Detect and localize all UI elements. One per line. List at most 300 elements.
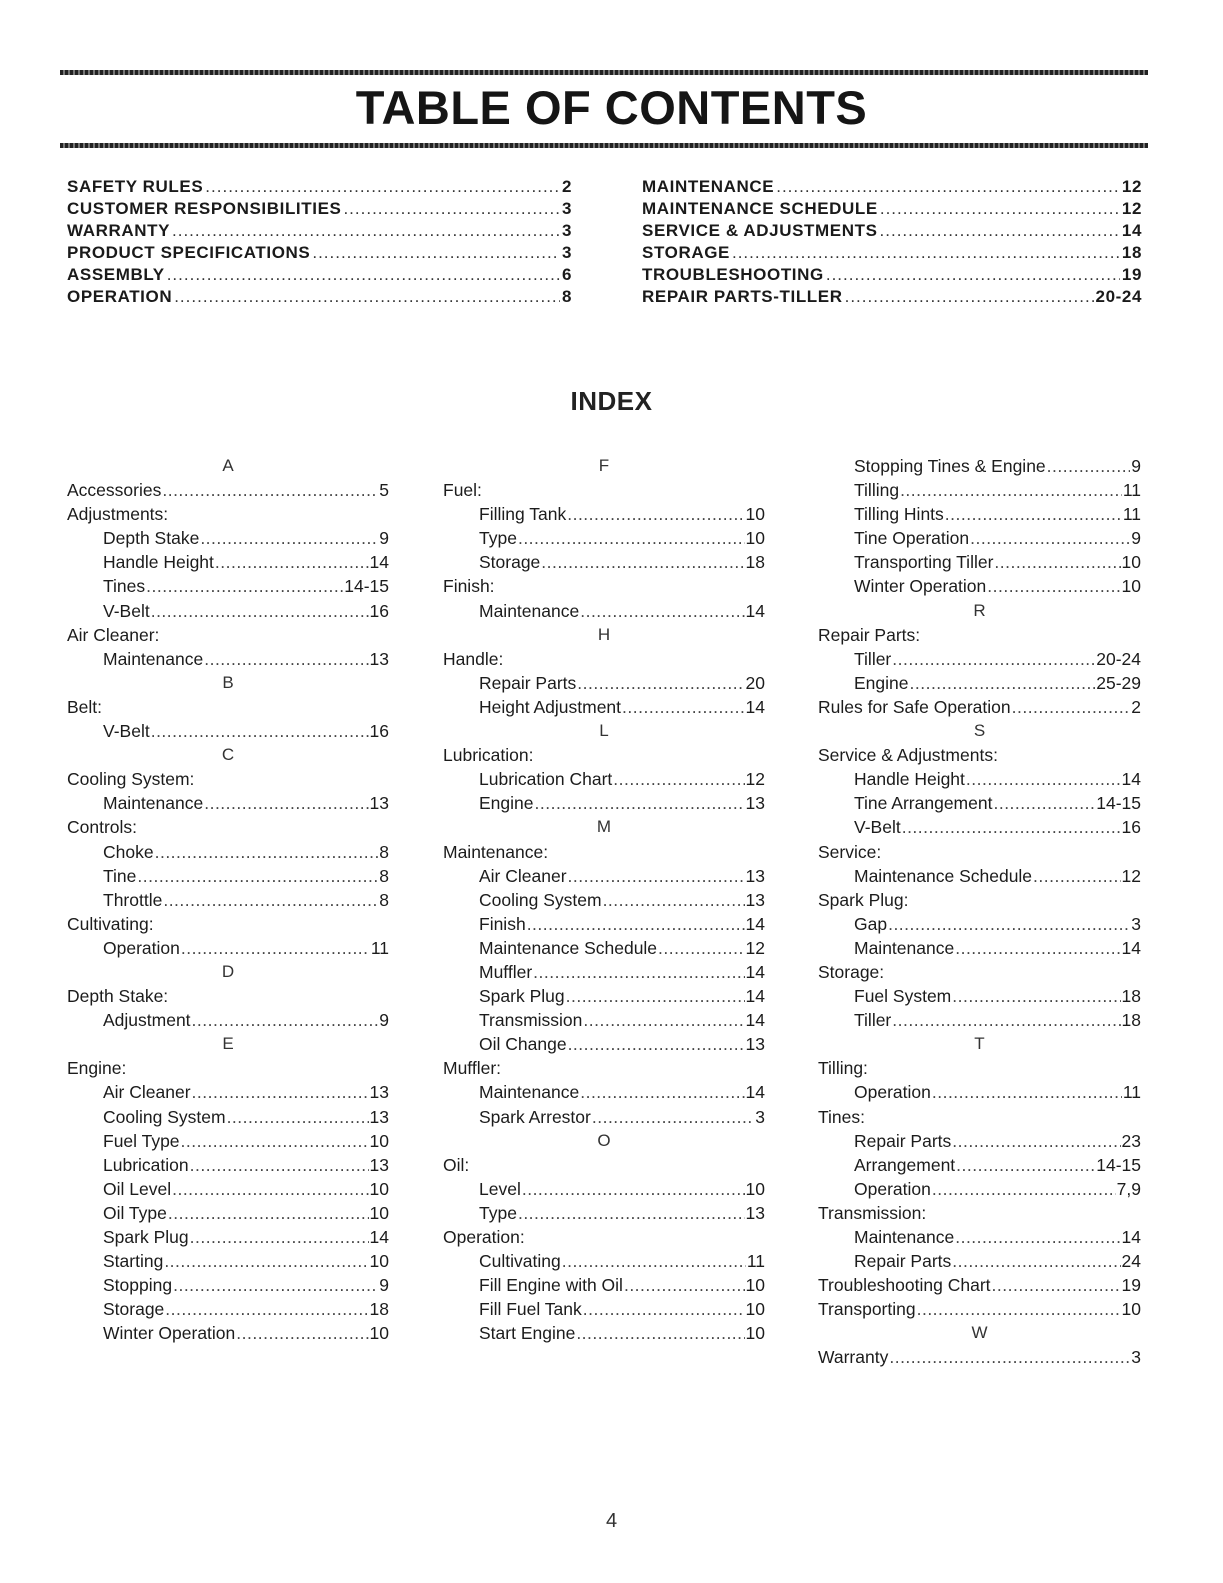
- entry-page: 3: [755, 1106, 765, 1127]
- entry-label: REPAIR PARTS-TILLER: [642, 287, 843, 306]
- index-group-heading: Air Cleaner:: [67, 624, 160, 645]
- entry-label: Tines: [103, 576, 146, 597]
- dot-leader: [592, 1105, 754, 1129]
- entry-page: 23: [1121, 1130, 1141, 1151]
- index-subentry: [443, 550, 765, 574]
- index-group-heading: Belt:: [67, 696, 103, 717]
- index-subentry: [67, 1129, 389, 1153]
- index-group-heading: Handle:: [443, 648, 504, 669]
- entry-label: Winter Operation: [103, 1323, 236, 1344]
- dot-leader: [172, 220, 560, 242]
- entry-page: 11: [1122, 504, 1141, 525]
- entry-label: Repair Parts: [854, 1130, 952, 1151]
- dot-leader: [227, 1105, 369, 1129]
- entry-page: 8: [379, 865, 389, 886]
- index-subentry: [443, 1249, 765, 1273]
- toc-entry: [642, 198, 1142, 220]
- entry-page: 14: [1121, 1227, 1141, 1247]
- entry-label: Gap: [854, 913, 888, 934]
- toc-entry: [642, 242, 1142, 264]
- dot-leader: [952, 984, 1120, 1008]
- index-subentry: [67, 1153, 389, 1177]
- index-group-heading: Maintenance:: [443, 841, 549, 862]
- entry-page: 16: [369, 721, 389, 742]
- index-entry: [67, 478, 389, 502]
- entry-label: Transporting: [818, 1299, 916, 1320]
- toc-entry: [642, 220, 1142, 242]
- entry-label: Tilling: [854, 480, 900, 501]
- index-subentry: [443, 1321, 765, 1345]
- entry-page: 14-15: [1096, 1154, 1141, 1175]
- entry-page: 8: [379, 889, 389, 910]
- index-letter-heading: D: [221, 961, 235, 981]
- entry-label: Finish: [479, 913, 526, 934]
- entry-page: 14: [1121, 221, 1142, 240]
- toc-entry: [642, 264, 1142, 286]
- entry-page: 13: [369, 1082, 389, 1103]
- entry-label: Tiller: [854, 648, 892, 669]
- index-group-heading: Service:: [818, 841, 882, 862]
- entry-page: 13: [369, 1106, 389, 1127]
- index-subentry: [443, 526, 765, 550]
- entry-page: 3: [561, 243, 572, 262]
- entry-label: Maintenance: [479, 1082, 580, 1103]
- index-entry: [818, 1297, 1141, 1321]
- entry-page: 20: [745, 672, 765, 693]
- entry-label: Spark Arrestor: [479, 1106, 591, 1127]
- index-subentry: [67, 1008, 389, 1032]
- entry-page: 12: [745, 937, 765, 958]
- toc-entry: [67, 286, 572, 308]
- entry-page: 11: [370, 937, 389, 958]
- dot-leader: [889, 1345, 1130, 1369]
- index-subentry: [818, 815, 1141, 839]
- entry-page: 14: [745, 986, 765, 1007]
- entry-label: Maintenance: [854, 1227, 955, 1247]
- dot-leader: [568, 864, 745, 888]
- dot-leader: [580, 599, 744, 623]
- index-subentry: [818, 936, 1141, 960]
- index-subentry: [443, 864, 765, 888]
- index-letter-heading: W: [971, 1323, 988, 1343]
- dot-leader: [562, 1249, 746, 1273]
- index-title: INDEX: [570, 386, 653, 416]
- index-subentry: [67, 526, 389, 550]
- entry-label: Handle Height: [854, 769, 965, 790]
- index-subentry: [443, 960, 765, 984]
- dot-leader: [146, 574, 343, 598]
- entry-page: 7,9: [1116, 1178, 1141, 1199]
- index-subentry: [67, 1177, 389, 1201]
- index-subentry: [818, 1080, 1141, 1104]
- index-entry: [818, 1345, 1141, 1369]
- index-column-3: [818, 454, 1141, 1370]
- entry-page: 10: [369, 1323, 389, 1344]
- entry-label: V-Belt: [854, 817, 901, 838]
- index-subentry: [818, 574, 1141, 598]
- entry-label: Accessories: [67, 480, 162, 501]
- index-subentry: [67, 719, 389, 743]
- entry-page: 18: [1121, 243, 1142, 262]
- dot-leader: [190, 1225, 369, 1249]
- entry-label: Fuel System: [854, 986, 952, 1007]
- dot-leader: [993, 791, 1095, 815]
- index-letter-heading: A: [222, 456, 234, 475]
- entry-page: 14: [745, 600, 765, 621]
- index-subentry: [67, 647, 389, 671]
- entry-page: 3: [561, 199, 572, 218]
- entry-page: 14: [745, 961, 765, 982]
- index-subentry: [443, 1177, 765, 1201]
- dot-leader: [583, 1008, 744, 1032]
- entry-page: 14: [745, 1010, 765, 1031]
- index-subentry: [67, 1225, 389, 1249]
- entry-page: 25-29: [1096, 672, 1141, 693]
- entry-page: 24: [1121, 1251, 1141, 1272]
- entry-page: 14: [1121, 937, 1141, 958]
- entry-page: 18: [369, 1299, 389, 1320]
- index-letter-heading: B: [222, 672, 234, 692]
- entry-page: 9: [379, 528, 389, 549]
- index-group-heading: Fuel:: [443, 480, 482, 501]
- entry-page: 12: [1121, 199, 1142, 218]
- dot-leader: [580, 1080, 744, 1104]
- index-group-heading: Oil:: [443, 1154, 470, 1175]
- dot-leader: [1047, 454, 1131, 478]
- dot-leader: [917, 1297, 1121, 1321]
- index-subentry: [818, 1153, 1141, 1177]
- dot-leader: [205, 176, 560, 198]
- index-subentry: [443, 1297, 765, 1321]
- entry-label: Storage: [103, 1299, 165, 1320]
- entry-label: Transmission: [479, 1010, 583, 1031]
- entry-page: 14: [745, 913, 765, 934]
- entry-label: Maintenance Schedule: [479, 937, 658, 958]
- index-subentry: [67, 599, 389, 623]
- entry-label: Tine Arrangement: [854, 793, 993, 814]
- toc-entry: [67, 242, 572, 264]
- toc-entry: [67, 264, 572, 286]
- index-entry: [818, 1273, 1141, 1297]
- entry-label: Adjustment: [103, 1010, 191, 1031]
- entry-label: Lubrication Chart: [479, 769, 613, 790]
- dot-leader: [732, 242, 1120, 264]
- dot-leader: [181, 1129, 369, 1153]
- entry-label: Maintenance: [479, 600, 580, 621]
- entry-page: 14-15: [344, 576, 389, 597]
- toc-entry: [642, 286, 1142, 308]
- dot-leader: [952, 1129, 1120, 1153]
- index-subentry: [818, 502, 1141, 526]
- index-subentry: [443, 1032, 765, 1056]
- dot-leader: [952, 1249, 1120, 1273]
- entry-page: 13: [745, 1034, 765, 1055]
- index-letter-heading: O: [597, 1130, 611, 1150]
- entry-page: 11: [746, 1251, 765, 1272]
- entry-page: 14: [369, 1227, 389, 1247]
- entry-page: 10: [745, 504, 765, 525]
- entry-label: Spark Plug: [479, 986, 565, 1007]
- index-group-heading: Cooling System:: [67, 769, 195, 790]
- entry-label: Tine Operation: [854, 528, 970, 549]
- index-subentry: [818, 791, 1141, 815]
- dot-leader: [168, 1201, 369, 1225]
- index-subentry: [67, 1080, 389, 1104]
- index-subentry: [67, 1105, 389, 1129]
- index-subentry: [443, 502, 765, 526]
- dot-leader: [190, 1153, 369, 1177]
- index-letter-heading: H: [597, 624, 611, 644]
- index-group-heading: Finish:: [443, 576, 495, 597]
- entry-page: 20-24: [1095, 287, 1142, 306]
- entry-label: Repair Parts: [479, 672, 577, 693]
- dot-leader: [204, 791, 368, 815]
- entry-page: 14: [369, 552, 389, 573]
- dot-leader: [567, 502, 744, 526]
- dot-leader: [535, 791, 745, 815]
- index-subentry: [818, 767, 1141, 791]
- entry-label: Fill Engine with Oil: [479, 1275, 623, 1296]
- index-group-heading: Operation:: [443, 1227, 525, 1247]
- dot-leader: [167, 264, 560, 286]
- entry-label: Operation: [854, 1082, 931, 1103]
- entry-label: Transporting Tiller: [854, 552, 994, 573]
- entry-label: Type: [479, 1202, 517, 1223]
- entry-page: 16: [1121, 817, 1141, 838]
- entry-label: Repair Parts: [854, 1251, 952, 1272]
- entry-page: 3: [561, 221, 572, 240]
- entry-label: Engine: [854, 672, 909, 693]
- entry-label: Maintenance: [854, 937, 955, 958]
- dot-leader: [622, 695, 745, 719]
- entry-page: 13: [369, 1154, 389, 1175]
- index-subentry: [67, 864, 389, 888]
- entry-label: V-Belt: [103, 600, 150, 621]
- dot-leader: [826, 264, 1120, 286]
- index-subentry: [67, 1321, 389, 1345]
- entry-label: Arrangement: [854, 1154, 956, 1175]
- entry-label: OPERATION: [67, 287, 173, 306]
- dot-leader: [892, 647, 1095, 671]
- entry-page: 19: [1121, 1275, 1141, 1296]
- dot-leader: [165, 1297, 368, 1321]
- index-subentry: [818, 526, 1141, 550]
- dot-leader: [966, 767, 1121, 791]
- entry-label: Cultivating: [479, 1251, 561, 1272]
- entry-label: STORAGE: [642, 243, 730, 262]
- dot-leader: [164, 1249, 368, 1273]
- entry-label: Oil Level: [103, 1178, 172, 1199]
- entry-page: 13: [369, 648, 389, 669]
- entry-label: Cooling System: [103, 1106, 226, 1127]
- dot-leader: [880, 220, 1120, 242]
- entry-label: Oil Change: [479, 1034, 567, 1055]
- index-group-heading: Engine:: [67, 1058, 127, 1079]
- dot-leader: [776, 176, 1120, 198]
- entry-label: Filling Tank: [479, 504, 567, 525]
- index-subentry: [443, 1080, 765, 1104]
- entry-label: Handle Height: [103, 552, 214, 573]
- index-group-heading: Cultivating:: [67, 913, 154, 934]
- index-group-heading: Lubrication:: [443, 745, 534, 766]
- entry-label: Air Cleaner: [103, 1082, 191, 1103]
- entry-label: Stopping Tines & Engine: [854, 456, 1046, 476]
- index-subentry: [443, 912, 765, 936]
- entry-label: SAFETY RULES: [67, 177, 204, 196]
- entry-page: 18: [1121, 1010, 1141, 1031]
- entry-page: 14: [745, 1082, 765, 1103]
- entry-page: 5: [379, 480, 389, 501]
- dot-leader: [583, 1297, 745, 1321]
- dot-leader: [603, 888, 745, 912]
- entry-label: Winter Operation: [854, 576, 987, 597]
- entry-label: Level: [479, 1178, 521, 1199]
- index-column-1: [67, 454, 389, 1345]
- entry-label: WARRANTY: [67, 221, 171, 240]
- entry-label: SERVICE & ADJUSTMENTS: [642, 221, 878, 240]
- dot-leader: [533, 960, 744, 984]
- index-group-heading: Tines:: [818, 1106, 866, 1127]
- entry-label: PRODUCT SPECIFICATIONS: [67, 243, 311, 262]
- dot-leader: [992, 1273, 1121, 1297]
- entry-label: Engine: [479, 793, 534, 814]
- entry-label: Spark Plug: [103, 1227, 189, 1247]
- entry-label: MAINTENANCE: [642, 177, 775, 196]
- index-subentry: [67, 1249, 389, 1273]
- dot-leader: [527, 912, 745, 936]
- dot-leader: [343, 198, 559, 220]
- dot-leader: [172, 1177, 368, 1201]
- toc-entry: [67, 198, 572, 220]
- index-subentry: [67, 1297, 389, 1321]
- dot-leader: [566, 984, 745, 1008]
- index-letter-heading: L: [599, 721, 609, 741]
- dot-leader: [204, 647, 368, 671]
- entry-page: 8: [379, 841, 389, 862]
- entry-label: Cooling System: [479, 889, 602, 910]
- dot-leader: [151, 719, 369, 743]
- dot-leader: [900, 478, 1122, 502]
- entry-page: 19: [1121, 265, 1142, 284]
- dot-leader: [888, 912, 1130, 936]
- entry-label: Rules for Safe Operation: [818, 696, 1011, 717]
- entry-label: Throttle: [103, 889, 163, 910]
- entry-page: 10: [745, 1178, 765, 1199]
- dot-leader: [163, 888, 378, 912]
- entry-label: Maintenance: [103, 648, 204, 669]
- index-subentry: [443, 599, 765, 623]
- entry-label: Fuel Type: [103, 1130, 180, 1151]
- entry-page: 10: [745, 1299, 765, 1320]
- entry-page: 3: [1131, 913, 1141, 934]
- top-rule: [60, 70, 1148, 75]
- index-group-heading: Spark Plug:: [818, 889, 909, 910]
- entry-label: Fill Fuel Tank: [479, 1299, 582, 1320]
- entry-label: Start Engine: [479, 1323, 576, 1344]
- toc-entry: [67, 220, 572, 242]
- dot-leader: [518, 1201, 745, 1225]
- entry-label: Warranty: [818, 1347, 889, 1368]
- entry-label: Maintenance: [103, 793, 204, 814]
- entry-page: 9: [1131, 456, 1141, 476]
- dot-leader: [1033, 864, 1120, 888]
- index-subentry: [67, 550, 389, 574]
- dot-leader: [236, 1321, 368, 1345]
- index-group-heading: Service & Adjustments:: [818, 745, 998, 766]
- index-subentry: [818, 1008, 1141, 1032]
- toc-entry: [642, 176, 1142, 198]
- entry-label: ASSEMBLY: [67, 265, 165, 284]
- dot-leader: [994, 550, 1120, 574]
- entry-label: Operation: [103, 937, 180, 958]
- entry-page: 10: [369, 1251, 389, 1272]
- entry-page: 14: [745, 696, 765, 717]
- entry-page: 10: [1121, 1299, 1141, 1320]
- index-subentry: [818, 454, 1141, 478]
- index-subentry: [443, 695, 765, 719]
- entry-page: 11: [1122, 480, 1141, 501]
- entry-label: CUSTOMER RESPONSIBILITIES: [67, 199, 342, 218]
- index-subentry: [818, 1249, 1141, 1273]
- dot-leader: [624, 1273, 745, 1297]
- index-subentry: [818, 647, 1141, 671]
- entry-page: 12: [1121, 177, 1142, 196]
- index-subentry: [443, 1105, 765, 1129]
- entry-label: Oil Type: [103, 1202, 167, 1223]
- entry-label: V-Belt: [103, 721, 150, 742]
- dot-leader: [932, 1177, 1116, 1201]
- index-subentry: [443, 888, 765, 912]
- entry-page: 3: [1131, 1347, 1141, 1368]
- toc-left-column: [67, 176, 572, 308]
- index-letter-heading: R: [973, 600, 986, 620]
- entry-label: Lubrication: [103, 1154, 189, 1175]
- index-subentry: [818, 984, 1141, 1008]
- page-number: 4: [605, 1510, 618, 1532]
- index-group-heading: Transmission:: [818, 1202, 927, 1223]
- entry-label: Storage: [479, 552, 541, 573]
- entry-label: Starting: [103, 1251, 164, 1272]
- dot-leader: [1012, 695, 1131, 719]
- entry-page: 13: [745, 889, 765, 910]
- entry-page: 13: [745, 793, 765, 814]
- index-letter-heading: E: [222, 1034, 234, 1054]
- dot-leader: [845, 286, 1094, 308]
- dot-leader: [192, 1080, 369, 1104]
- index-entry: [818, 695, 1141, 719]
- entry-page: 6: [561, 265, 572, 284]
- dot-leader: [955, 936, 1120, 960]
- dot-leader: [568, 1032, 745, 1056]
- bottom-rule: [60, 143, 1148, 148]
- entry-label: Troubleshooting Chart: [818, 1275, 991, 1296]
- entry-page: 13: [369, 793, 389, 814]
- index-subentry: [443, 671, 765, 695]
- index-subentry: [818, 1177, 1141, 1201]
- entry-page: 20-24: [1096, 648, 1141, 669]
- dot-leader: [902, 815, 1121, 839]
- dot-leader: [173, 1273, 378, 1297]
- index-subentry: [443, 1008, 765, 1032]
- index-letter-heading: M: [596, 817, 612, 837]
- index-letter-heading: C: [221, 745, 235, 765]
- dot-leader: [162, 478, 378, 502]
- entry-page: 13: [745, 1202, 765, 1223]
- index-column-2: [443, 454, 765, 1345]
- dot-leader: [880, 198, 1120, 220]
- index-subentry: [443, 791, 765, 815]
- index-subentry: [443, 767, 765, 791]
